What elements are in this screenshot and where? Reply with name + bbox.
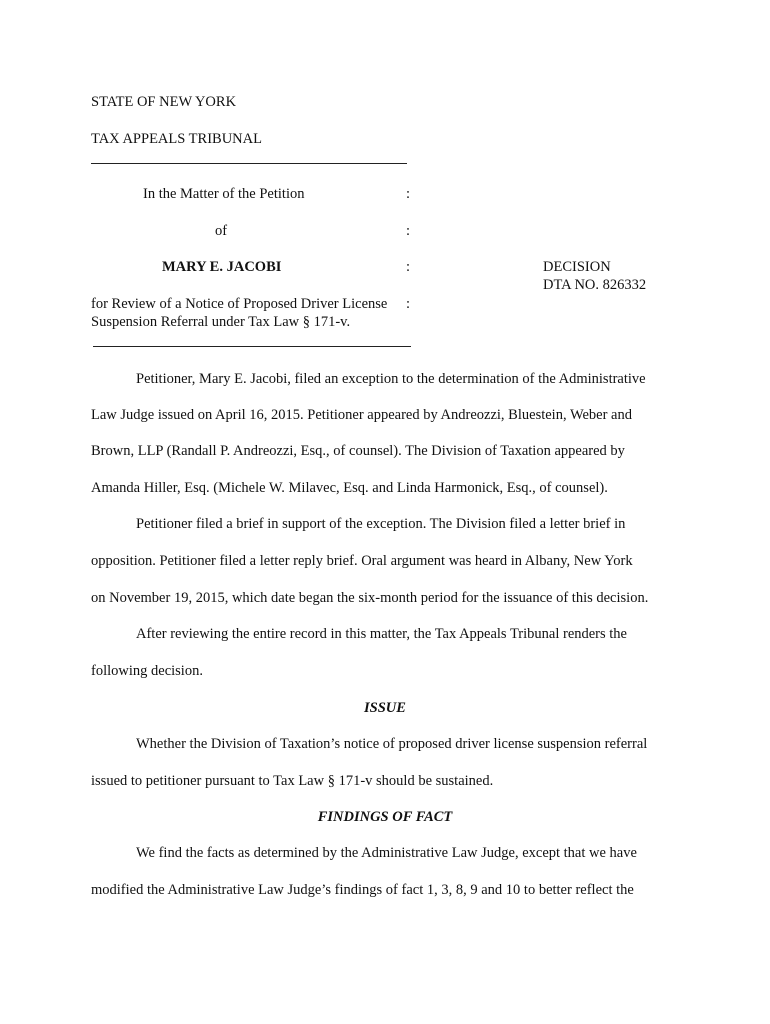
paragraph-2-line: opposition. Petitioner filed a letter reply brief. Oral argument was heard in Albany, New York xyxy=(91,553,633,569)
paragraph-2-line: Petitioner filed a brief in support of the exception. The Division filed a letter brief in xyxy=(136,516,626,532)
findings-line: We find the facts as determined by the Administrative Law Judge, except that we have xyxy=(136,845,637,861)
findings-heading: FINDINGS OF FACT xyxy=(317,809,453,825)
tribunal-heading: TAX APPEALS TRIBUNAL xyxy=(91,131,262,147)
paragraph-1-line: Law Judge issued on April 16, 2015. Petitioner appeared by Andreozzi, Bluestein, Weber and xyxy=(91,407,632,423)
paragraph-1-line: Petitioner, Mary E. Jacobi, filed an exception to the determination of the Administrative xyxy=(136,371,646,387)
paragraph-2-line: on November 19, 2015, which date began the six-month period for the issuance of this decision. xyxy=(91,590,649,606)
review-line-1: for Review of a Notice of Proposed Driver License xyxy=(91,296,388,312)
paragraph-3-line: After reviewing the entire record in this matter, the Tax Appeals Tribunal renders the xyxy=(136,626,627,642)
caption-top-rule xyxy=(91,163,407,164)
issue-line: Whether the Division of Taxation’s notice of proposed driver license suspension referral xyxy=(136,736,648,752)
caption-bottom-rule xyxy=(93,346,411,347)
paragraph-3-line: following decision. xyxy=(91,663,203,679)
caption-colon: : xyxy=(406,259,411,275)
decision-label: DECISION xyxy=(543,259,611,275)
caption-colon: : xyxy=(406,186,411,202)
petitioner-name: MARY E. JACOBI xyxy=(162,259,282,275)
caption-colon: : xyxy=(406,296,411,312)
issue-heading: ISSUE xyxy=(364,700,406,716)
caption-colon: : xyxy=(406,223,411,239)
review-line-2: Suspension Referral under Tax Law § 171-v. xyxy=(91,314,351,330)
of-line: of xyxy=(215,223,228,239)
findings-line: modified the Administrative Law Judge’s findings of fact 1, 3, 8, 9 and 10 to better reflect the xyxy=(91,882,634,898)
matter-line: In the Matter of the Petition xyxy=(143,186,305,202)
dta-number: DTA NO. 826332 xyxy=(543,277,647,293)
issue-line: issued to petitioner pursuant to Tax Law § 171-v should be sustained. xyxy=(91,773,494,789)
paragraph-1-line: Brown, LLP (Randall P. Andreozzi, Esq., of counsel). The Division of Taxation appeared by xyxy=(91,443,625,459)
paragraph-1-line: Amanda Hiller, Esq. (Michele W. Milavec, Esq. and Linda Harmonick, Esq., of counsel). xyxy=(91,480,608,496)
state-heading: STATE OF NEW YORK xyxy=(91,94,237,110)
